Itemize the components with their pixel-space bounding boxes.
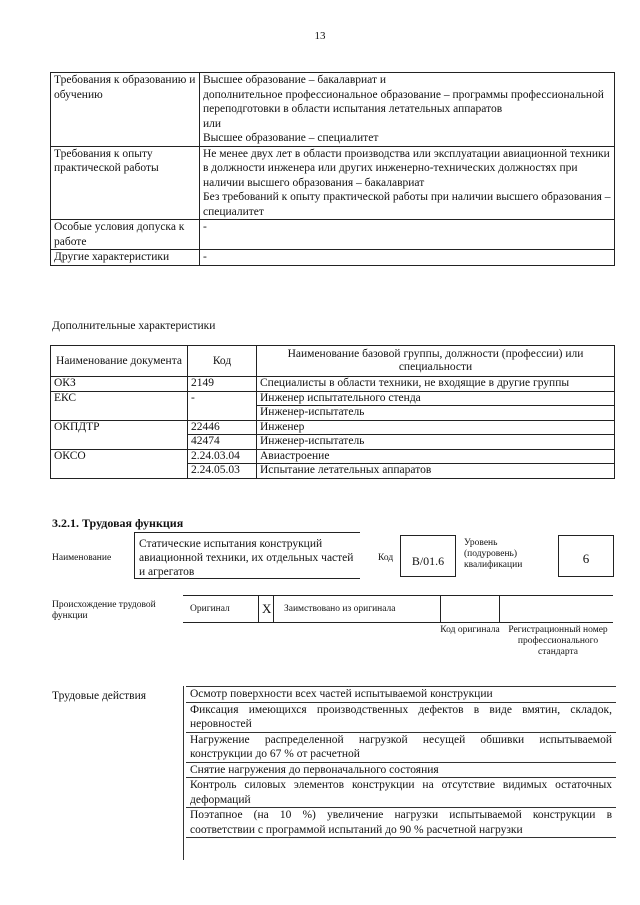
text-line: или (203, 117, 222, 130)
name-cell: Инженер (257, 420, 615, 435)
origin-label: Происхождение трудовой функции (52, 600, 156, 621)
table-row (51, 449, 615, 464)
text-line: дополнительное профессиональное образование – программы профессиональной переподготовки в области испытания летательных аппаратов (203, 88, 604, 115)
original-label: Оригинал (190, 604, 230, 614)
doc-cell: ЕКС (51, 391, 188, 420)
function-name: Статические испытания конструкций авиационной техники, их отдельных частей и агрегатов (134, 532, 360, 579)
row-label: Требования к образованию и обучению (51, 73, 200, 147)
original-mark: X (262, 601, 272, 616)
column-header: Код (188, 346, 257, 377)
table-row (51, 73, 615, 147)
column-header: Наименование документа (51, 346, 188, 377)
actions-divider (183, 686, 184, 860)
doc-cell: ОКПДТР (51, 420, 188, 449)
name-label: Наименование (52, 553, 112, 563)
name-cell: Авиастроение (257, 449, 615, 464)
list-item: Фиксация имеющихся производственных дефектов в виде вмятин, складок, неровностей (186, 702, 616, 732)
page-number: 13 (314, 30, 326, 42)
column-header: Наименование базовой группы, должности (профессии) или специальности (257, 346, 615, 377)
additional-table (50, 345, 615, 479)
code-cell: 22446 (188, 420, 257, 435)
code-cell: 2149 (188, 377, 257, 392)
row-value (200, 73, 615, 147)
actions-label: Трудовые действия (52, 690, 147, 702)
row-label: Особые условия допуска к работе (51, 220, 200, 250)
origin-code-cell (440, 596, 500, 622)
table-row (51, 391, 615, 406)
doc-cell: ОКЗ (51, 377, 188, 392)
name-cell: Инженер-испытатель (257, 435, 615, 450)
borrowed-label: Заимствовано из оригинала (284, 604, 396, 614)
name-cell: Испытание летательных аппаратов (257, 464, 615, 479)
table-row (51, 420, 615, 435)
code-cell: 2.24.05.03 (188, 464, 257, 479)
orig-code-label: Код оригинала (440, 625, 500, 635)
table-row (51, 377, 615, 392)
origin-row (183, 595, 613, 623)
reg-number-label: Регистрационный номер профессионального стандарта (508, 625, 608, 657)
row-value (200, 146, 615, 220)
section-title: 3.2.1. Трудовая функция (52, 516, 184, 530)
list-item: Снятие нагружения до первоначального состояния (186, 762, 616, 778)
list-item: Осмотр поверхности всех частей испытываемой конструкции (186, 686, 616, 702)
actions-list (186, 686, 616, 838)
name-cell: Специалисты в области техники, не входящие в другие группы (257, 377, 615, 392)
requirements-table (50, 72, 615, 266)
level-value: 6 (558, 535, 614, 577)
table-header-row (51, 346, 615, 377)
row-label: Требования к опыту практической работы (51, 146, 200, 220)
row-value: - (200, 220, 615, 250)
row-value: - (200, 250, 615, 266)
code-cell: 2.24.03.04 (188, 449, 257, 464)
additional-heading: Дополнительные характеристики (52, 320, 216, 332)
code-cell: - (188, 391, 257, 420)
list-item: Поэтапное (на 10 %) увеличение нагрузки испытываемой конструкции в соответствии с программой испытаний до 90 % расчетной нагрузки (186, 807, 616, 838)
list-item: Нагружение распределенной нагрузкой несущей обшивки испытываемой конструкции до 67 % от расчетной (186, 732, 616, 762)
text-line: Не менее двух лет в области производства или эксплуатации авиационной техники в должности инженера или других инженерно-технических должностях при наличии высшего образования – бакалавриат (203, 147, 610, 189)
level-label: Уровень (подуровень) квалификации (464, 538, 523, 570)
text-line: Без требований к опыту практической работы при наличии высшего образования – специалитет (203, 191, 611, 218)
name-cell: Инженер-испытатель (257, 406, 615, 421)
table-row (51, 250, 615, 266)
text-line: Высшее образование – бакалавриат и (203, 74, 387, 86)
code-label: Код (378, 553, 394, 563)
code-cell: 42474 (188, 435, 257, 450)
list-item: Контроль силовых элементов конструкции на отсутствие видимых остаточных деформаций (186, 777, 616, 807)
code-value: B/01.6 (400, 535, 456, 577)
doc-cell: ОКСО (51, 449, 188, 478)
row-label: Другие характеристики (51, 250, 200, 266)
table-row (51, 220, 615, 250)
name-cell: Инженер испытательного стенда (257, 391, 615, 406)
text-line: Высшее образование – специалитет (203, 132, 379, 144)
table-row (51, 146, 615, 220)
